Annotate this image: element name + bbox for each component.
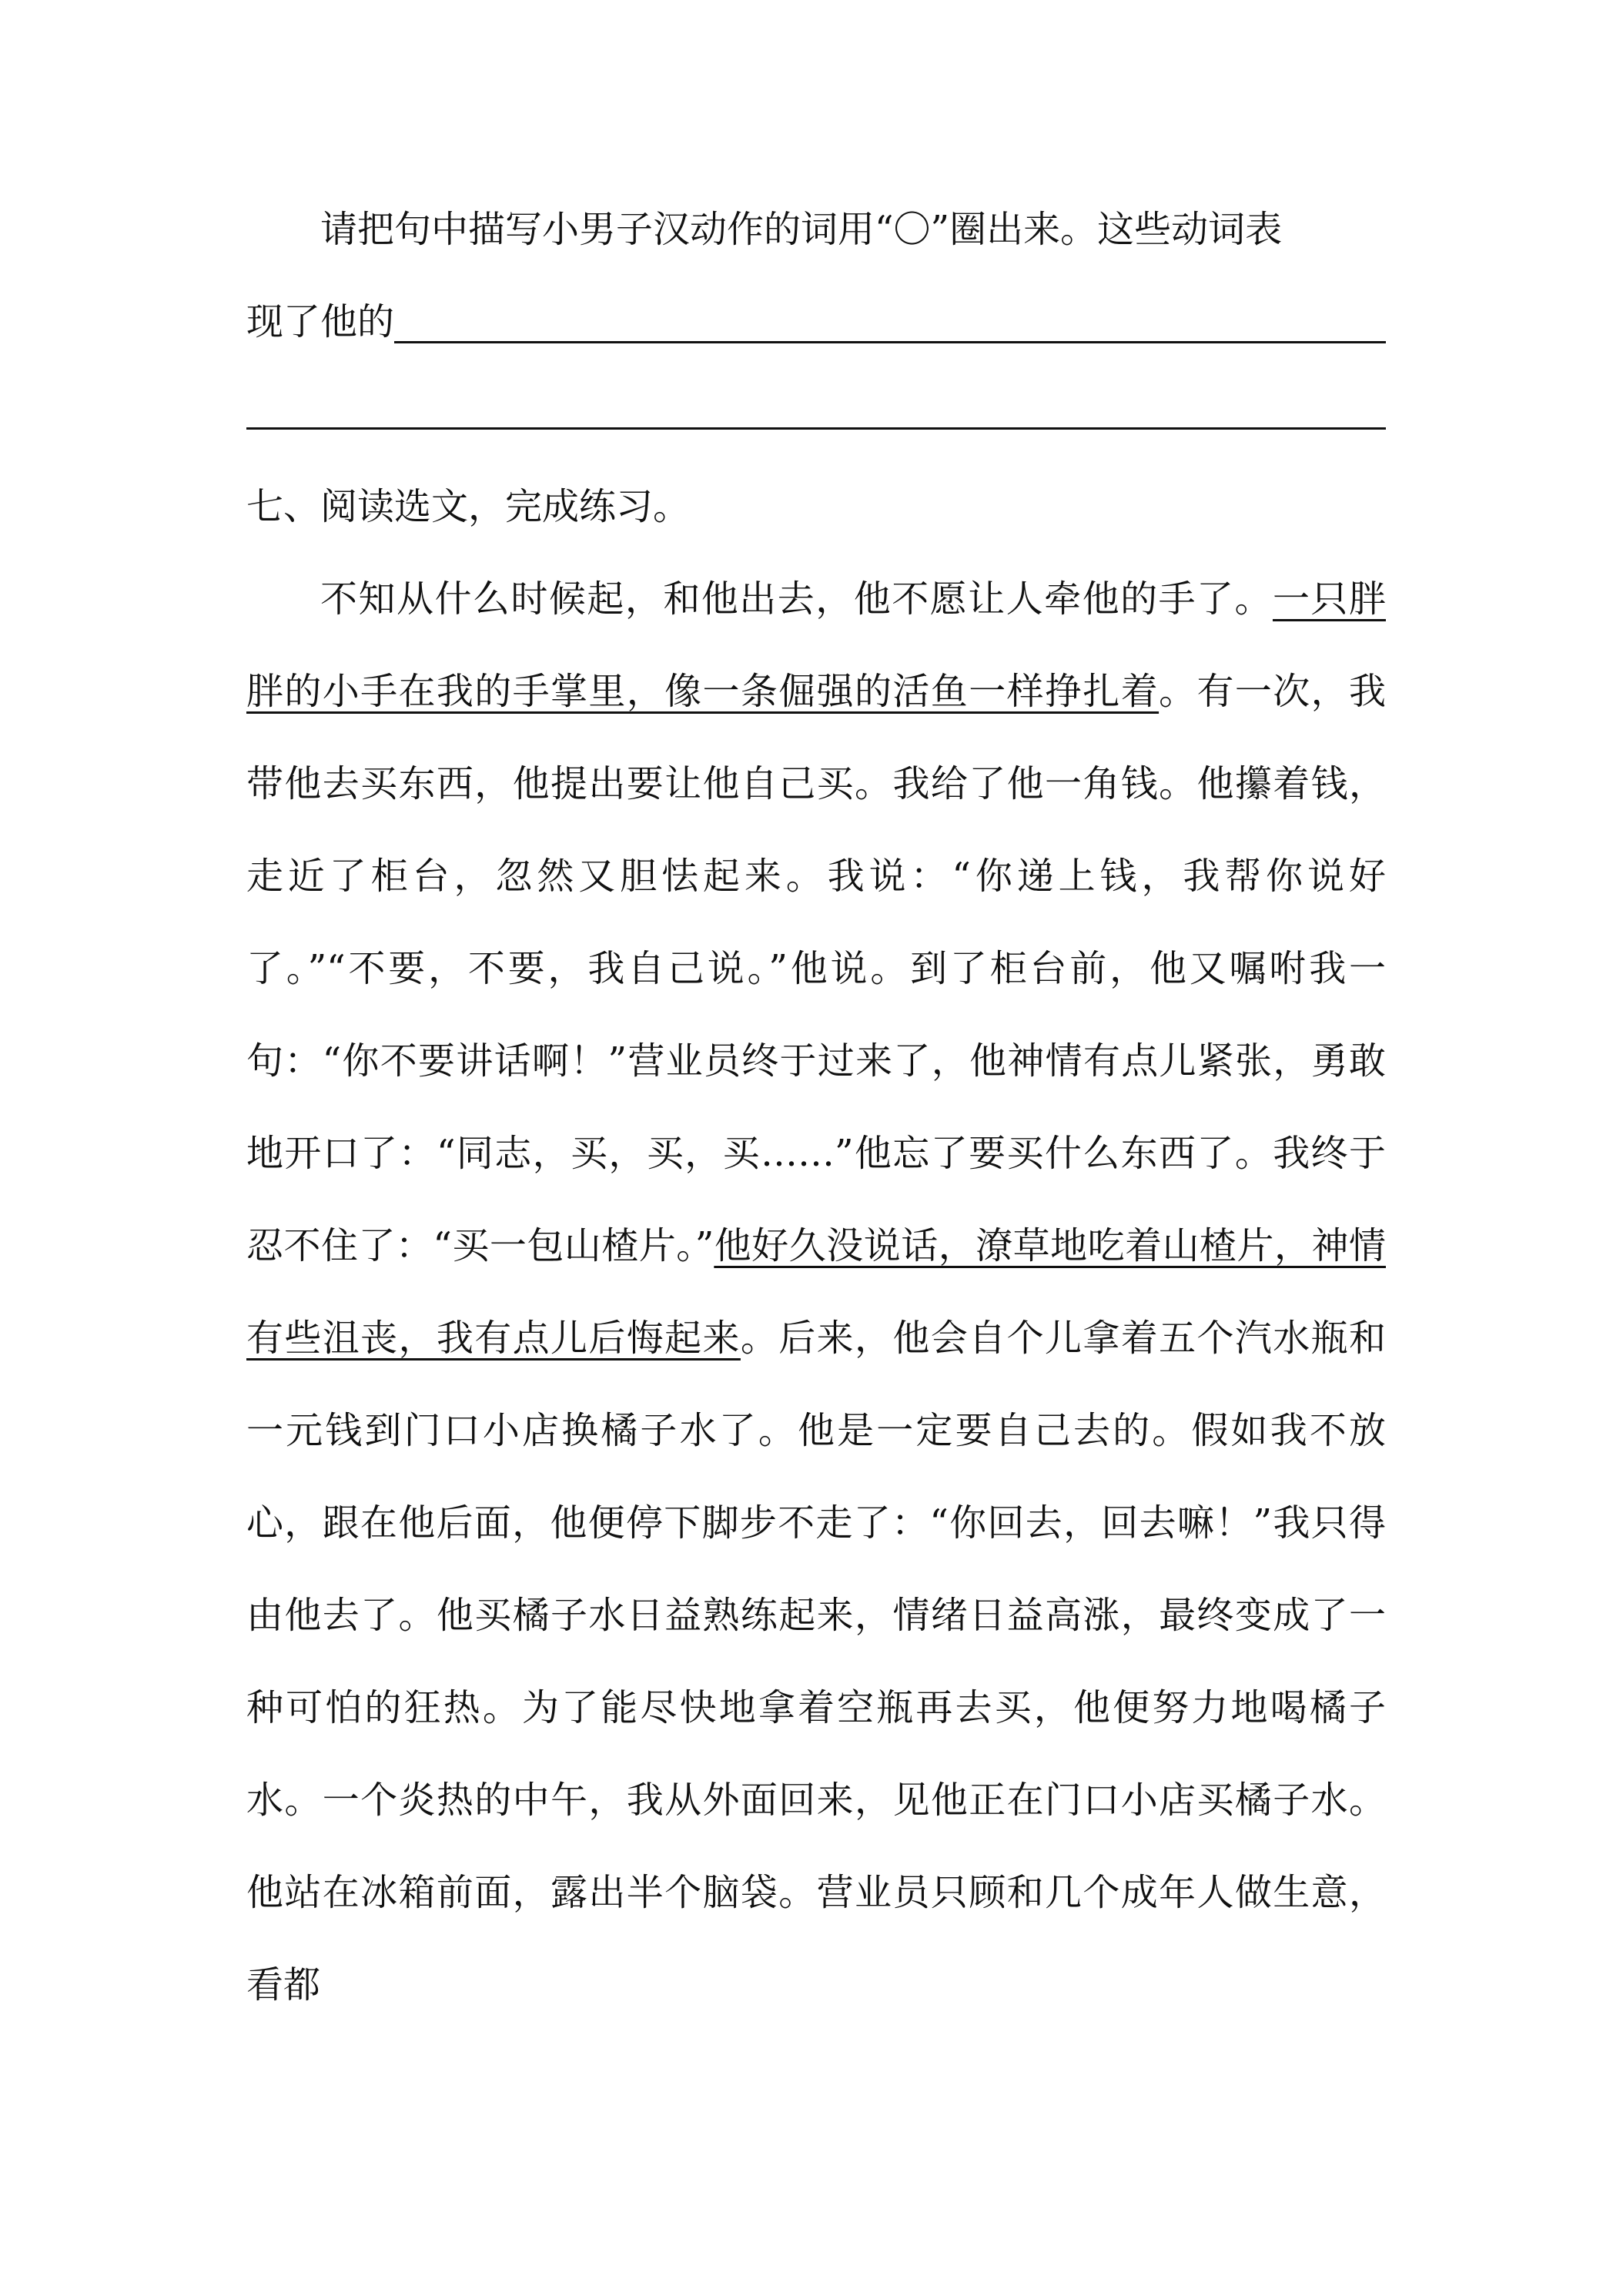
passage-sentence-3: 。有一次，我带他去买东西，他提出要让他自己买。我给了他一角钱。他攥着钱，走近了柜台，忽然又胆怯起来。我说：“你递上钱，我帮你说好了。”“不要，不要，我自己说。”他说。到了柜台前，他又嘱咐我一句：“你不要讲话啊！”营业员终于过来了，他神情有点儿紧张，勇敢地开口了：“同志，买，买，买……”他忘了要买什么东西了。我终于忍不住了：“买一包山楂片。” — [246, 670, 1386, 1267]
answer-prompt-prefix: 现了他的 — [246, 300, 395, 343]
question6-instruction: 请把句中描写小男子汉动作的词用“〇”圈出来。这些动词表 — [320, 208, 1283, 251]
answer-line-2[interactable] — [246, 368, 1386, 460]
answer-blank-line-1[interactable] — [394, 341, 1386, 343]
passage-sentence-5: 。后来，他会自个儿拿着五个汽水瓶和一元钱到门口小店换橘子水了。他是一定要自己去的。假如我不放心，跟在他后面，他便停下脚步不走了：“你回去，回去嘛！”我只得由他去了。他买橘子水日益熟练起来，情绪日益高涨，最终变成了一种可怕的狂热。为了能尽快地拿着空瓶再去买，他便努力地喝橘子水。一个炎热的中午，我从外面回来，见他正在门口小店买橘子水。他站在冰箱前面，露出半个脑袋。营业员只顾和几个成年人做生意，看都 — [246, 1317, 1386, 2006]
passage-underlined-2: 他好久没说话，潦草地吃着山楂片，神情有些沮丧，我有点儿后悔起来 — [246, 1224, 1386, 1360]
question7-title: 七、阅读选文，完成练习。 — [246, 485, 691, 528]
reading-passage — [246, 553, 1386, 2031]
document-page — [246, 183, 1386, 2031]
answer-line-1[interactable] — [246, 276, 1386, 368]
passage-underlined-1: 一只胖胖的小手在我的手掌里，像一条倔强的活鱼一样挣扎着 — [246, 577, 1386, 713]
passage-sentence-1: 不知从什么时候起，和他出去，他不愿让人牵他的手了。 — [320, 577, 1273, 621]
answer-blank-line-2[interactable] — [246, 427, 1386, 430]
